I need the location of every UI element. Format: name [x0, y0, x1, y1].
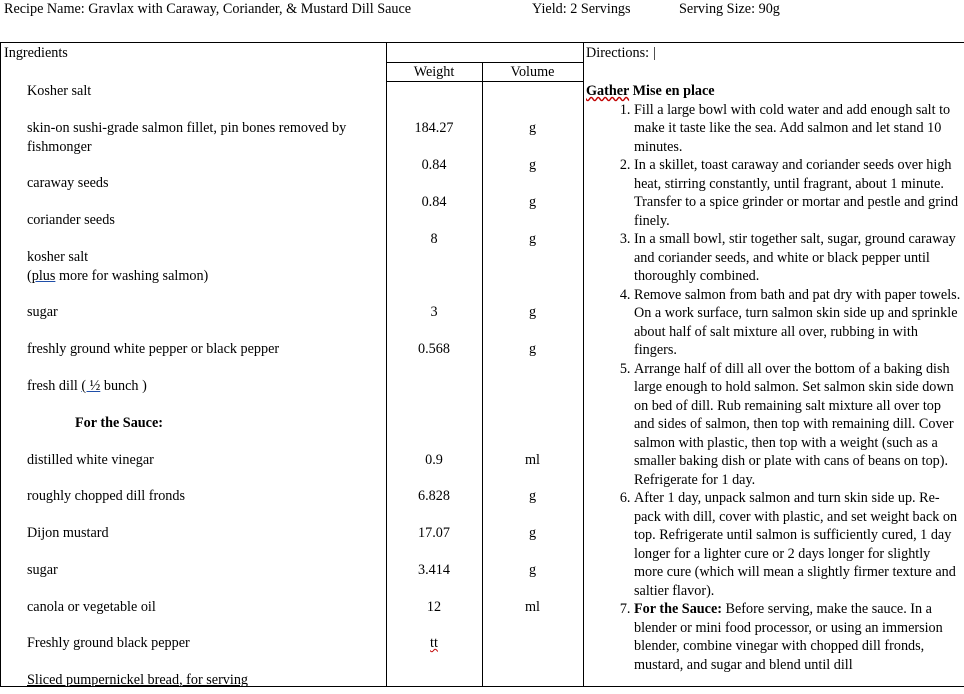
- ingredient-row-13: sugar: [27, 562, 58, 578]
- weight-row-13: 3.414: [418, 562, 450, 578]
- direction-step-2: 2. In a skillet, toast caraway and coriander seeds over high heat, stirring constantly, until fragrant, about 1 minute. Transfer to a spice grinder or mortar and pestle and grind finely.: [634, 156, 962, 230]
- ingredient-row-15: Freshly ground black pepper: [27, 635, 190, 651]
- gather-heading: [586, 82, 962, 101]
- weight-row-7: 0.568: [418, 341, 450, 357]
- gather-rest: Mise en place: [629, 83, 715, 99]
- volume-row-14: ml: [525, 599, 540, 615]
- ingredient-row-8: [27, 377, 387, 396]
- ingredient-row-11: roughly chopped dill fronds: [27, 488, 186, 504]
- ingredient-row-16-underlined: , for serving: [179, 672, 249, 688]
- serving-size: Serving Size: 90g: [679, 1, 780, 17]
- ingredient-row-14: canola or vegetable oil: [27, 599, 156, 615]
- volume-row-2: g: [528, 120, 537, 136]
- ingredient-row-8-underlined: ( ½: [81, 378, 101, 394]
- weight-row-12: 17.07: [418, 525, 450, 541]
- direction-step-5: 5. Arrange half of dill all over the bottom of a baking dish large enough to hold salmon. Set salmon skin side down on bed of dill. Rub remaining salt mixture all over top and sides of salmon, then top with remaining dill. Cover salmon with plastic, then top with a weight (such as a smaller baking dish or plate with cans of beans on top). Refrigerate for 1 day.: [634, 360, 962, 490]
- volume-row-11: g: [528, 488, 537, 504]
- weight-row-14: 12: [426, 599, 442, 615]
- weight-row-6: 3: [430, 304, 438, 320]
- volume-row-4: g: [528, 194, 537, 210]
- weight-row-4: 0.84: [421, 194, 447, 210]
- direction-step-7-heading: For the Sauce:: [634, 601, 722, 617]
- direction-step-6: 6. After 1 day, unpack salmon and turn skin side up. Re-pack with dill, cover with plastic, and set weight back on top. Refrigerate until salmon is sufficiently cured, 1 day longer for a lighter cure or 2 days longer for slightly more cure (which will mean a slightly firmer texture and saltier flavor).: [634, 489, 962, 600]
- weight-row-15: [386, 634, 482, 653]
- direction-step-3: 3. In a small bowl, stir together salt, sugar, ground caraway and coriander seeds, and white or black pepper until thoroughly combined.: [634, 230, 962, 286]
- ingredient-row-8-post: bunch ): [100, 378, 147, 394]
- ingredient-row-16-pre: Sliced pumpernickel bread: [27, 672, 180, 688]
- volume-row-5: g: [528, 231, 537, 247]
- ingredient-row-5: kosher salt (plus more for washing salmon): [27, 249, 209, 284]
- direction-step-7-text: Before serving, make the sauce. In a blender or mini food processor, or using an immersion blender, combine vinegar with chopped dill fronds, mustard, and sugar and blend until dill: [634, 601, 943, 673]
- recipe-yield: Yield: 2 Servings: [532, 1, 631, 17]
- direction-step-4: 4. Remove salmon from bath and pat dry with paper towels. On a work surface, turn salmon skin side up and sprinkle about half of salt mixture all over, rubbing in with fingers.: [634, 286, 962, 360]
- ingredient-row-1: Kosher salt: [27, 83, 92, 99]
- ingredient-row-6: sugar: [27, 304, 58, 320]
- directions-steps: [586, 101, 962, 675]
- ingredient-row-7: freshly ground white pepper or black pepper: [27, 341, 280, 357]
- weight-header: Weight: [413, 64, 455, 80]
- directions-column-border: [583, 42, 584, 687]
- ingredient-row-8-pre: fresh dill: [27, 378, 82, 394]
- volume-header: Volume: [510, 64, 555, 80]
- gather-word: Gather: [586, 83, 630, 99]
- table-left-border: [0, 42, 1, 687]
- weight-row-11: 6.828: [418, 488, 450, 504]
- ingredient-row-3: caraway seeds: [27, 175, 109, 191]
- volume-row-10: ml: [525, 452, 540, 468]
- weight-row-5: 8: [430, 231, 438, 247]
- volume-row-3: g: [528, 157, 537, 173]
- volume-row-7: g: [528, 341, 537, 357]
- weight-row-3: 0.84: [421, 157, 447, 173]
- ingredient-row-5-underlined: plus: [31, 267, 56, 284]
- direction-step-1: 1. Fill a large bowl with cold water and add enough salt to make it taste like the sea. Add salmon and let stand 10 minutes.: [634, 101, 962, 157]
- recipe-name: Recipe Name: Gravlax with Caraway, Coriander, & Mustard Dill Sauce: [4, 1, 412, 17]
- directions-header[interactable]: [586, 44, 656, 63]
- volume-row-13: g: [528, 562, 537, 578]
- volume-row-12: g: [528, 525, 537, 541]
- weight-row-10: 0.9: [425, 452, 443, 468]
- ingredient-row-16: [27, 671, 387, 690]
- directions-label: Directions:: [586, 45, 650, 61]
- ingredient-row-4: coriander seeds: [27, 212, 115, 228]
- table-top-border: [0, 42, 964, 43]
- ingredient-row-5-rest: more for washing salmon): [55, 267, 209, 284]
- volume-row-6: g: [528, 304, 537, 320]
- ingredient-row-2: skin-on sushi-grade salmon fillet, pin bones removed by fishmonger: [27, 120, 347, 155]
- ingredient-row-12: Dijon mustard: [27, 525, 109, 541]
- directions-body: [586, 82, 962, 674]
- sauce-section-heading: For the Sauce:: [75, 415, 163, 431]
- weight-row-15-value: tt: [430, 635, 438, 651]
- recipe-header: [0, 0, 964, 22]
- weight-row-2: 184.27: [414, 120, 454, 136]
- direction-step-7: [634, 600, 962, 674]
- ingredients-header: Ingredients: [4, 45, 68, 61]
- ingredient-row-5-name: kosher salt: [27, 249, 89, 265]
- ingredient-row-10: distilled white vinegar: [27, 452, 154, 468]
- text-cursor: |: [653, 45, 656, 61]
